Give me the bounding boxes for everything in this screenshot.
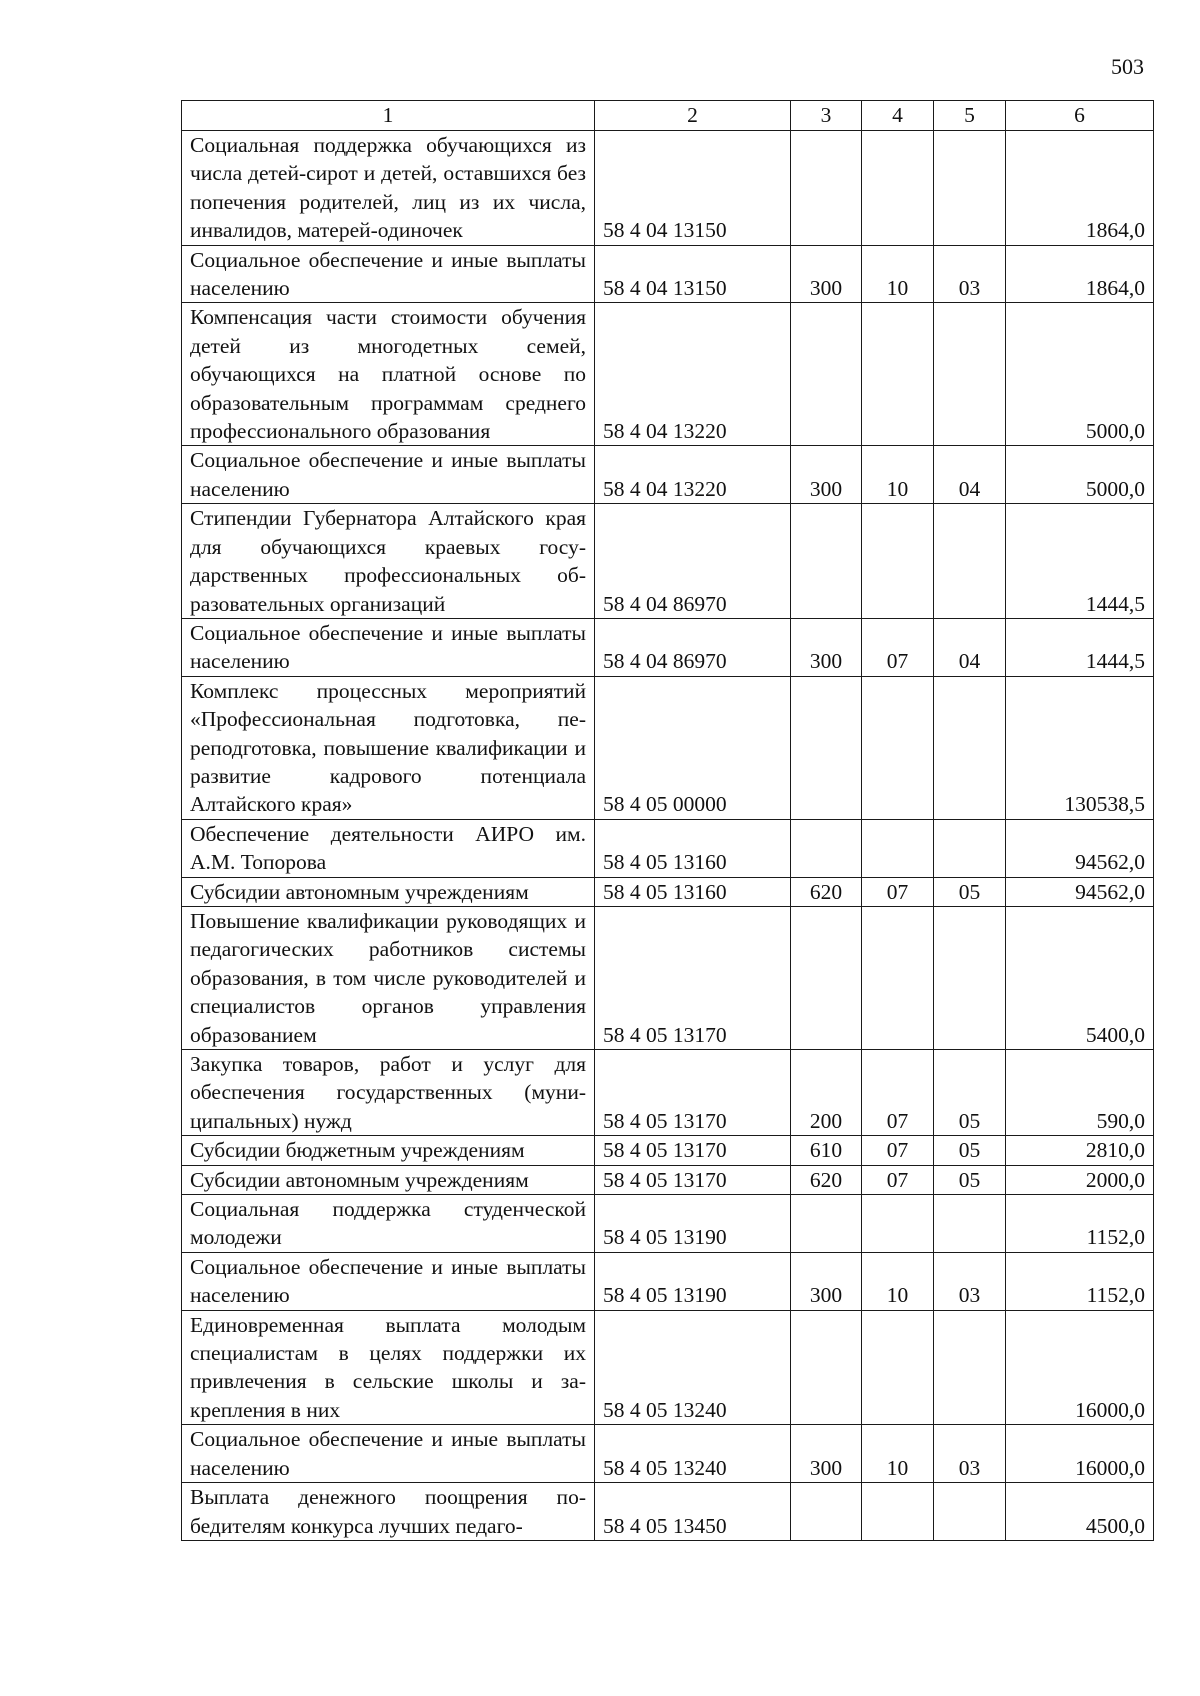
item-name-cell: Социальное обеспечение и иные выплаты населению	[182, 446, 595, 504]
amount-cell: 16000,0	[1006, 1310, 1154, 1425]
subsection-cell: 05	[934, 877, 1006, 906]
item-name-cell: Социальное обеспечение и иные выплаты населению	[182, 1252, 595, 1310]
amount-cell: 1444,5	[1006, 504, 1154, 619]
item-name-cell: Закупка товаров, работ и услуг для обеспечения государственных (муниципальных) нужд	[182, 1050, 595, 1136]
column-header-5: 5	[934, 101, 1006, 131]
table-row	[182, 676, 1154, 819]
subsection-cell: 05	[934, 1165, 1006, 1194]
target-code-cell: 58 4 05 13240	[595, 1425, 791, 1483]
amount-cell: 16000,0	[1006, 1425, 1154, 1483]
section-cell: 07	[862, 1165, 934, 1194]
item-name-cell: Повышение квалификации руководящих и педагогических работников системы образования, в том числе руководителей и специалистов органов управления образованием	[182, 906, 595, 1049]
column-header-4: 4	[862, 101, 934, 131]
table-row	[182, 1165, 1154, 1194]
target-code-cell: 58 4 04 13150	[595, 245, 791, 303]
section-cell	[862, 906, 934, 1049]
subsection-cell	[934, 1483, 1006, 1541]
expense-type-cell	[791, 1483, 862, 1541]
amount-cell: 5400,0	[1006, 906, 1154, 1049]
table-row	[182, 303, 1154, 446]
section-cell	[862, 131, 934, 246]
expense-type-cell	[791, 303, 862, 446]
target-code-cell: 58 4 04 86970	[595, 504, 791, 619]
amount-cell: 4500,0	[1006, 1483, 1154, 1541]
subsection-cell: 03	[934, 1425, 1006, 1483]
table-row	[182, 1195, 1154, 1253]
amount-cell: 2000,0	[1006, 1165, 1154, 1194]
subsection-cell	[934, 303, 1006, 446]
item-name-cell: Единовременная выплата молодым специалистам в целях поддержки их привлечения в сельские школы и закрепления в них	[182, 1310, 595, 1425]
column-header-1: 1	[182, 101, 595, 131]
section-cell	[862, 504, 934, 619]
amount-cell: 94562,0	[1006, 877, 1154, 906]
table-body	[182, 131, 1154, 1541]
section-cell: 07	[862, 1136, 934, 1165]
expense-type-cell: 300	[791, 245, 862, 303]
amount-cell: 1444,5	[1006, 618, 1154, 676]
item-name-cell: Выплата денежного поощрения победителям конкурса лучших педаго-	[182, 1483, 595, 1541]
amount-cell: 1152,0	[1006, 1195, 1154, 1253]
expense-type-cell: 620	[791, 877, 862, 906]
subsection-cell	[934, 676, 1006, 819]
target-code-cell: 58 4 05 13170	[595, 1136, 791, 1165]
section-cell: 07	[862, 877, 934, 906]
item-name-cell: Социальное обеспечение и иные выплаты населению	[182, 618, 595, 676]
table-row	[182, 446, 1154, 504]
table-row	[182, 618, 1154, 676]
section-cell	[862, 1483, 934, 1541]
subsection-cell: 03	[934, 1252, 1006, 1310]
section-cell	[862, 819, 934, 877]
expense-type-cell	[791, 1310, 862, 1425]
item-name-cell: Стипендии Губернатора Алтайского края для обучающихся краевых государственных профессиональных образовательных организаций	[182, 504, 595, 619]
expense-type-cell: 300	[791, 1252, 862, 1310]
table-header	[182, 101, 1154, 131]
amount-cell: 94562,0	[1006, 819, 1154, 877]
item-name-cell: Комплекс процессных мероприятий «Профессиональная подготовка, переподготовка, повышение квалификации и развитие кадрового потенциала Алтайского края»	[182, 676, 595, 819]
section-cell: 10	[862, 245, 934, 303]
expense-type-cell: 300	[791, 618, 862, 676]
amount-cell: 5000,0	[1006, 303, 1154, 446]
subsection-cell	[934, 131, 1006, 246]
expense-type-cell	[791, 819, 862, 877]
expense-type-cell	[791, 1195, 862, 1253]
table-row	[182, 1050, 1154, 1136]
item-name-cell: Компенсация части стоимости обучения детей из многодетных семей, обучающихся на платной основе по образовательным программам среднего профессионального образования	[182, 303, 595, 446]
subsection-cell	[934, 504, 1006, 619]
header-row	[182, 101, 1154, 131]
item-name-cell: Социальное обеспечение и иные выплаты населению	[182, 1425, 595, 1483]
item-name-cell: Субсидии автономным учреждениям	[182, 1165, 595, 1194]
subsection-cell	[934, 1310, 1006, 1425]
section-cell: 07	[862, 1050, 934, 1136]
target-code-cell: 58 4 04 13220	[595, 303, 791, 446]
target-code-cell: 58 4 05 13170	[595, 1050, 791, 1136]
target-code-cell: 58 4 04 13220	[595, 446, 791, 504]
expense-type-cell	[791, 131, 862, 246]
amount-cell: 1864,0	[1006, 245, 1154, 303]
column-header-6: 6	[1006, 101, 1154, 131]
amount-cell: 2810,0	[1006, 1136, 1154, 1165]
subsection-cell: 04	[934, 446, 1006, 504]
table-row	[182, 906, 1154, 1049]
table-row	[182, 1310, 1154, 1425]
column-header-2: 2	[595, 101, 791, 131]
expense-type-cell: 610	[791, 1136, 862, 1165]
budget-table	[181, 100, 1154, 1541]
target-code-cell: 58 4 05 00000	[595, 676, 791, 819]
section-cell: 10	[862, 1425, 934, 1483]
subsection-cell: 05	[934, 1050, 1006, 1136]
section-cell: 10	[862, 1252, 934, 1310]
subsection-cell	[934, 906, 1006, 1049]
section-cell	[862, 676, 934, 819]
page-number: 503	[1111, 54, 1144, 79]
subsection-cell: 05	[934, 1136, 1006, 1165]
expense-type-cell: 620	[791, 1165, 862, 1194]
section-cell	[862, 303, 934, 446]
amount-cell: 1864,0	[1006, 131, 1154, 246]
section-cell: 10	[862, 446, 934, 504]
table-row	[182, 1483, 1154, 1541]
subsection-cell: 04	[934, 618, 1006, 676]
column-header-3: 3	[791, 101, 862, 131]
table-row	[182, 819, 1154, 877]
item-name-cell: Социальная поддержка обучающихся из числа детей-сирот и детей, оставшихся без попечения родителей, лиц из их числа, инвалидов, матерей-одиночек	[182, 131, 595, 246]
target-code-cell: 58 4 05 13160	[595, 877, 791, 906]
subsection-cell	[934, 1195, 1006, 1253]
subsection-cell: 03	[934, 245, 1006, 303]
table-row	[182, 1252, 1154, 1310]
table-row	[182, 877, 1154, 906]
amount-cell: 1152,0	[1006, 1252, 1154, 1310]
amount-cell: 130538,5	[1006, 676, 1154, 819]
subsection-cell	[934, 819, 1006, 877]
expense-type-cell	[791, 504, 862, 619]
expense-type-cell	[791, 906, 862, 1049]
target-code-cell: 58 4 05 13170	[595, 906, 791, 1049]
item-name-cell: Субсидии бюджетным учреждениям	[182, 1136, 595, 1165]
expense-type-cell: 200	[791, 1050, 862, 1136]
table-row	[182, 504, 1154, 619]
item-name-cell: Социальное обеспечение и иные выплаты населению	[182, 245, 595, 303]
item-name-cell: Обеспечение деятельности АИРО им. А.М. Топорова	[182, 819, 595, 877]
table-row	[182, 131, 1154, 246]
target-code-cell: 58 4 04 86970	[595, 618, 791, 676]
target-code-cell: 58 4 05 13190	[595, 1195, 791, 1253]
expense-type-cell: 300	[791, 446, 862, 504]
amount-cell: 5000,0	[1006, 446, 1154, 504]
item-name-cell: Социальная поддержка студенческой молодежи	[182, 1195, 595, 1253]
target-code-cell: 58 4 05 13170	[595, 1165, 791, 1194]
table-row	[182, 245, 1154, 303]
table-row	[182, 1425, 1154, 1483]
expense-type-cell: 300	[791, 1425, 862, 1483]
target-code-cell: 58 4 04 13150	[595, 131, 791, 246]
target-code-cell: 58 4 05 13190	[595, 1252, 791, 1310]
item-name-cell: Субсидии автономным учреждениям	[182, 877, 595, 906]
table-row	[182, 1136, 1154, 1165]
section-cell	[862, 1195, 934, 1253]
target-code-cell: 58 4 05 13160	[595, 819, 791, 877]
section-cell	[862, 1310, 934, 1425]
target-code-cell: 58 4 05 13450	[595, 1483, 791, 1541]
section-cell: 07	[862, 618, 934, 676]
amount-cell: 590,0	[1006, 1050, 1154, 1136]
target-code-cell: 58 4 05 13240	[595, 1310, 791, 1425]
expense-type-cell	[791, 676, 862, 819]
